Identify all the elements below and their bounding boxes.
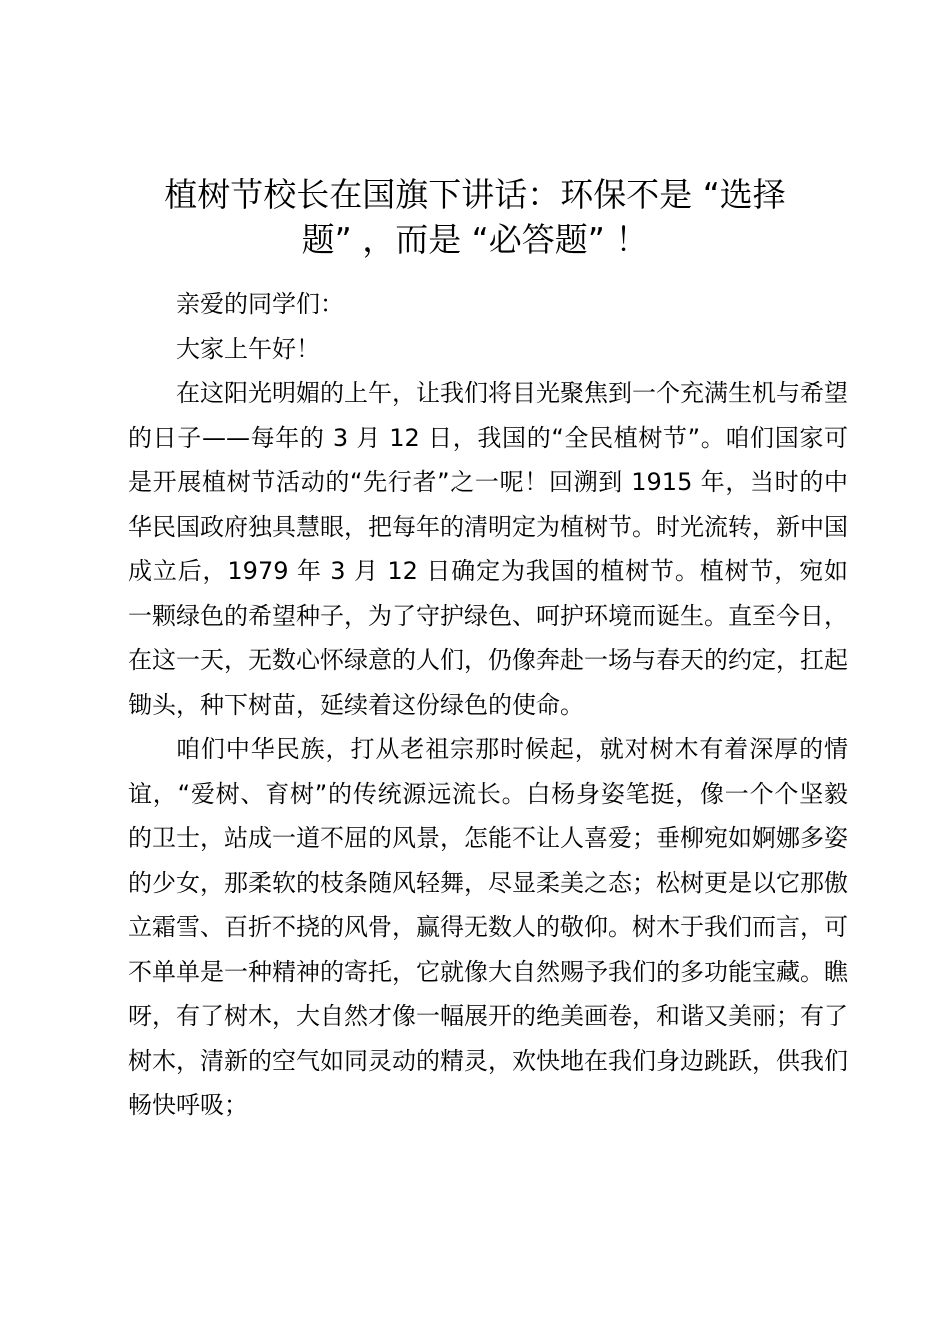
salutation: 大家上午好！: [176, 334, 320, 363]
document-body: [128, 282, 848, 1128]
greeting: 亲爱的同学们：: [176, 290, 344, 318]
document-title: [110, 172, 840, 262]
title-line-1: 植树节校长在国旗下讲话：环保不是 “选择: [164, 175, 786, 214]
title-line-2: 题” ，而是 “必答题” ！: [301, 220, 649, 259]
paragraph-2: 咱们中华民族，打从老祖宗那时候起，就对树木有着深厚的情谊，“爱树、育树”的传统源远流长。白杨身姿笔挺，像一个个坚毅的卫士，站成一道不屈的风景，怎能不让人喜爱；垂柳宛如婀娜多姿的少女，那柔软的枝条随风轻舞，尽显柔美之态；松树更是以它那傲立霜雪、百折不挠的风骨，赢得无数人的敬仰。树木于我们而言，可不单单是一种精神的寄托，它就像大自然赐予我们的多功能宝藏。瞧呀，有了树木，大自然才像一幅展开的绝美画卷，和谐又美丽；有了树木，清新的空气如同灵动的精灵，欢快地在我们身边跳跃，供我们畅快呼吸；: [128, 735, 848, 1119]
paragraph-1: 在这阳光明媚的上午，让我们将目光聚焦到一个充满生机与希望的日子——每年的 3 月 12 日，我国的“全民植树节”。咱们国家可是开展植树节活动的“先行者”之一呢！回溯到 1915 年，当时的中华民国政府独具慧眼，把每年的清明定为植树节。时光流转，新中国成立后，1979 年 3 月 12 日确定为我国的植树节。植树节，宛如一颗绿色的希望种子，为了守护绿色、呵护环境而诞生。直至今日，在这一天，无数心怀绿意的人们，仍像奔赴一场与春天的约定，扛起锄头，种下树苗，延续着这份绿色的使命。: [128, 379, 848, 719]
